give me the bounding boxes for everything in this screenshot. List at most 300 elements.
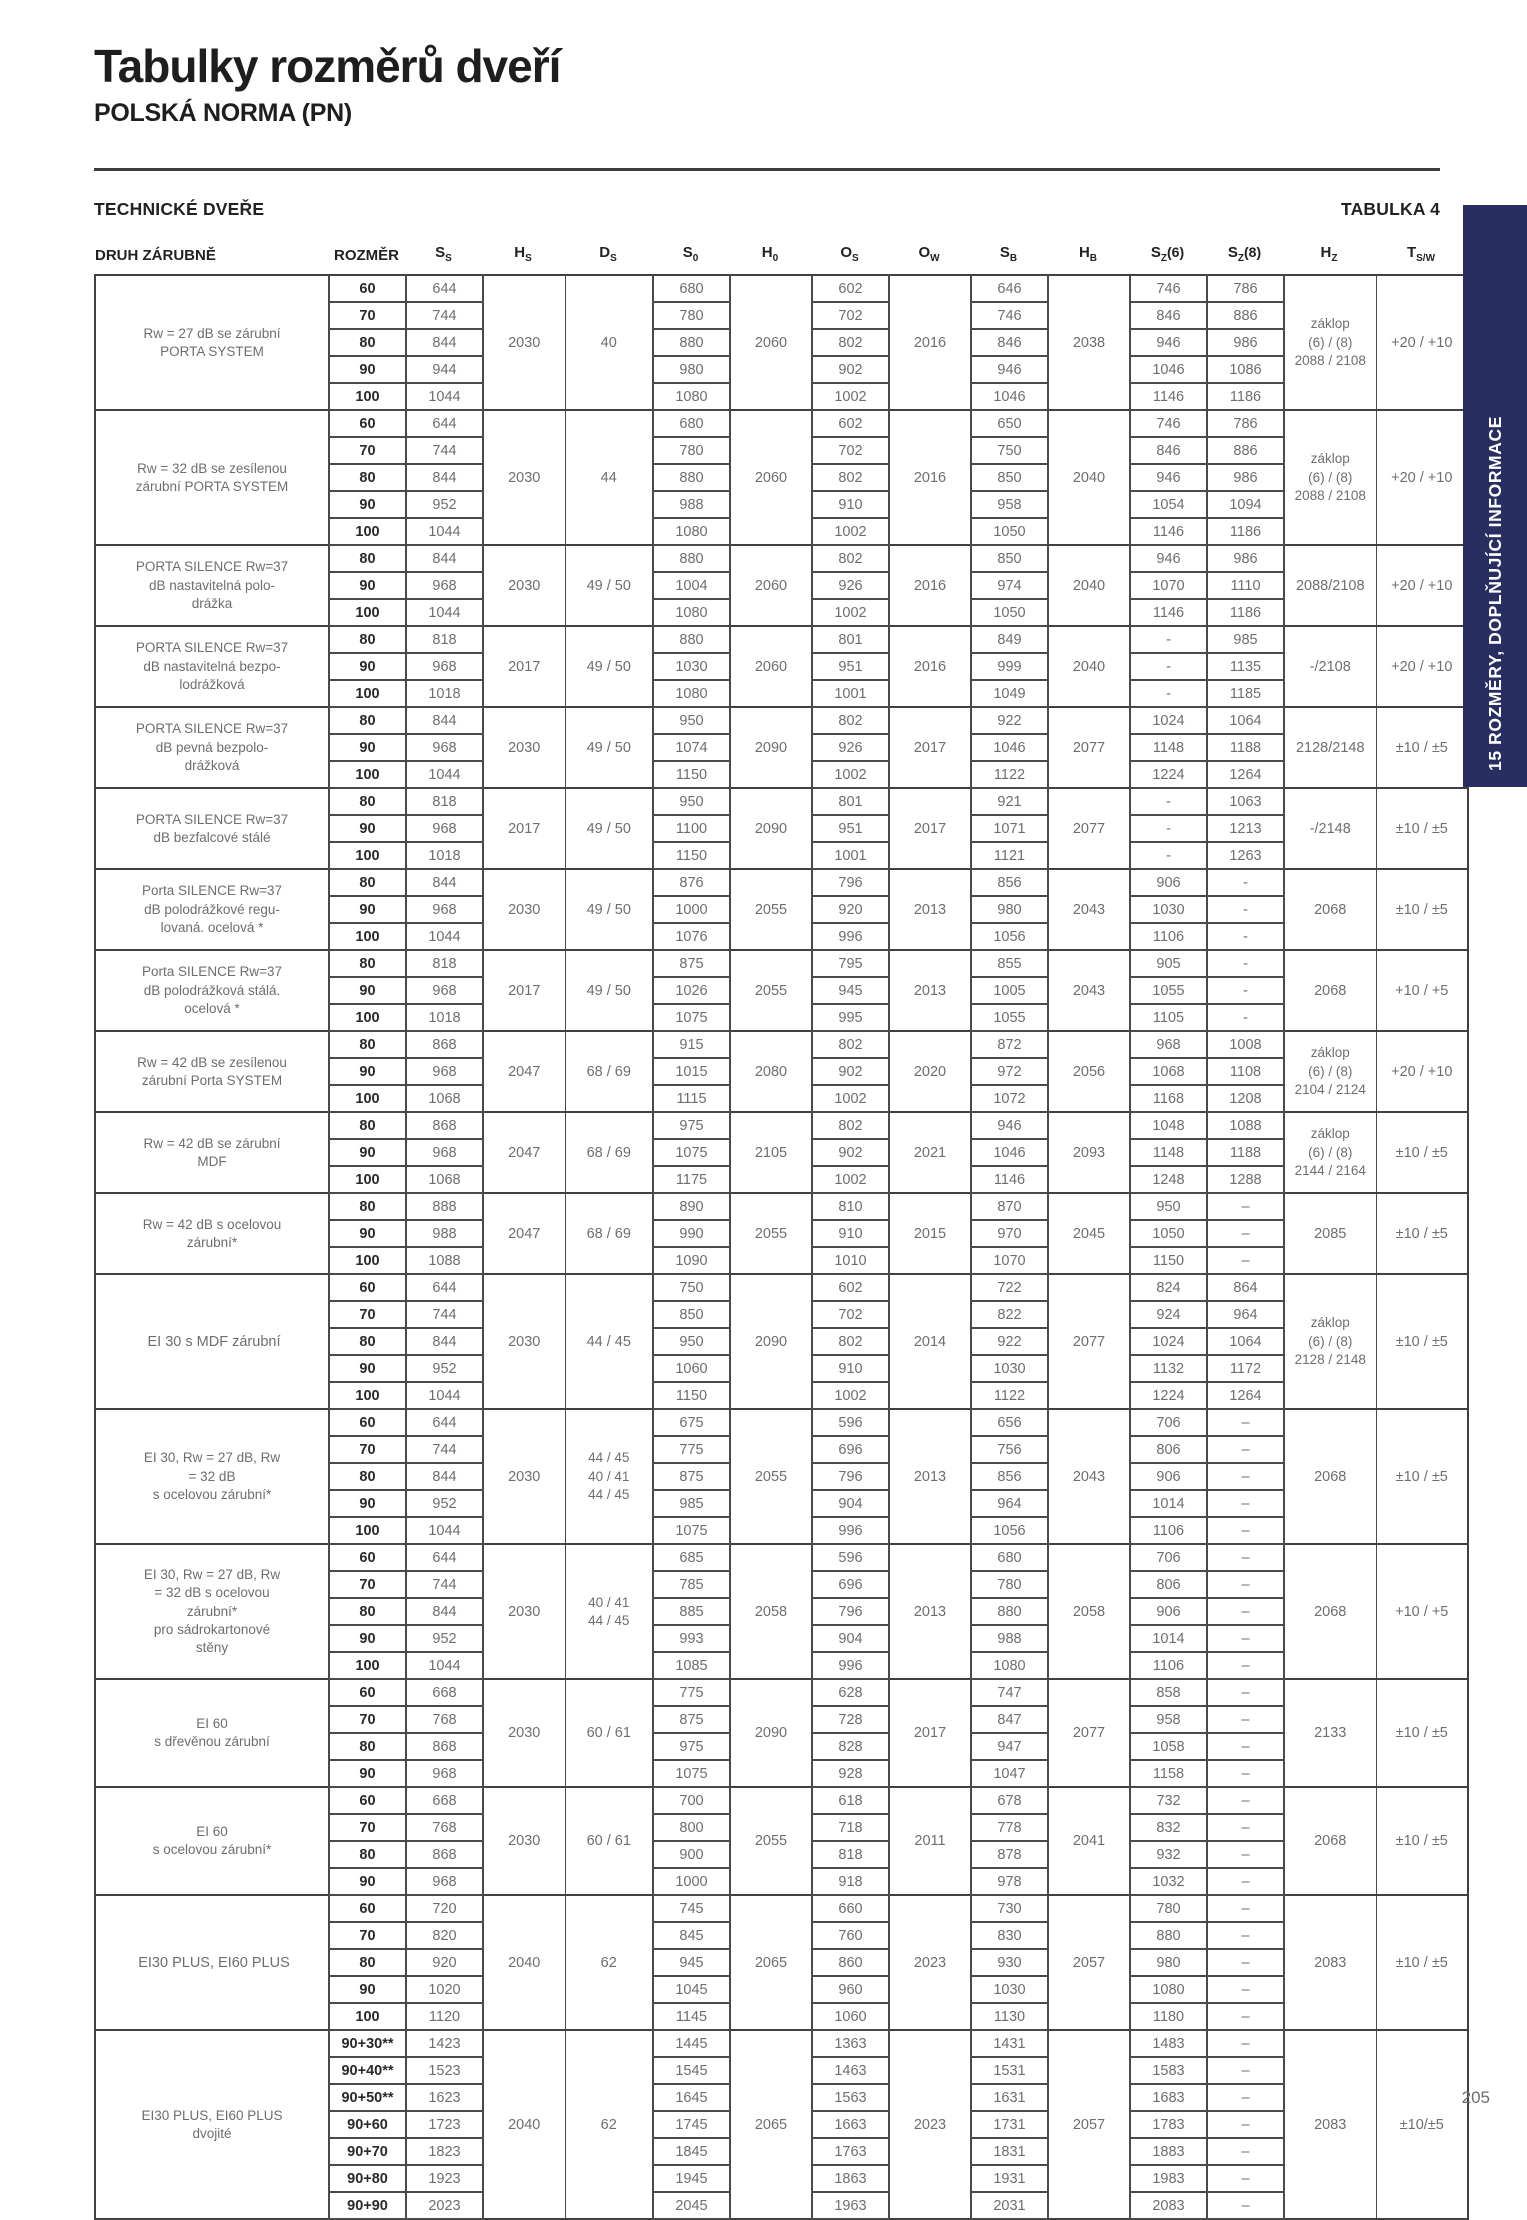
section-title: TECHNICKÉ DVEŘE <box>94 199 265 220</box>
cell-hz: záklop (6) / (8) 2088 / 2108 <box>1284 410 1376 545</box>
cell-rozmer: 90+80 <box>329 2165 406 2192</box>
cell-sz8: – <box>1207 1841 1284 1868</box>
cell-os: 1763 <box>812 2138 889 2165</box>
cell-sz6: 1055 <box>1130 977 1207 1004</box>
table-row <box>95 626 1468 653</box>
cell-sz8: – <box>1207 2138 1284 2165</box>
group-label: Rw = 42 dB se zesílenou zárubní Porta SYSTEM <box>95 1031 329 1112</box>
cell-sb: 856 <box>971 1463 1048 1490</box>
cell-ds: 40 / 41 44 / 45 <box>565 1544 653 1679</box>
cell-s0: 1645 <box>653 2084 730 2111</box>
cell-sz6: 1030 <box>1130 896 1207 923</box>
cell-rozmer: 60 <box>329 1274 406 1301</box>
cell-os: 810 <box>812 1193 889 1220</box>
cell-ow: 2021 <box>889 1112 971 1193</box>
cell-s0: 1026 <box>653 977 730 1004</box>
table-row <box>95 2030 1468 2057</box>
chapter-tab-label: 15 ROZMĚRY, DOPLŇUJÍCÍ INFORMACE <box>1484 416 1505 771</box>
cell-s0: 845 <box>653 1922 730 1949</box>
cell-ds: 40 <box>565 275 653 410</box>
cell-sz6: 946 <box>1130 464 1207 491</box>
cell-sb: 946 <box>971 1112 1048 1139</box>
cell-sb: 1130 <box>971 2003 1048 2030</box>
cell-sz8: 1088 <box>1207 1112 1284 1139</box>
cell-os: 945 <box>812 977 889 1004</box>
cell-hz: -/2108 <box>1284 626 1376 707</box>
cell-hs: 2017 <box>483 788 565 869</box>
cell-s0: 1080 <box>653 680 730 707</box>
cell-rozmer: 100 <box>329 761 406 788</box>
cell-ss: 944 <box>406 356 483 383</box>
column-header-12: $S_Z(8)$ <box>1227 244 1262 265</box>
cell-hs: 2047 <box>483 1031 565 1112</box>
column-header-9: $S_B$ <box>999 244 1018 265</box>
cell-sz8: 964 <box>1207 1301 1284 1328</box>
cell-sb: 756 <box>971 1436 1048 1463</box>
cell-sb: 1070 <box>971 1247 1048 1274</box>
cell-s0: 880 <box>653 464 730 491</box>
cell-hz: záklop (6) / (8) 2128 / 2148 <box>1284 1274 1376 1409</box>
cell-tsw: +20 / +10 <box>1376 1031 1468 1112</box>
cell-hz: 2068 <box>1284 1409 1376 1544</box>
cell-ow: 2013 <box>889 950 971 1031</box>
cell-sz8: 1064 <box>1207 707 1284 734</box>
cell-ss: 968 <box>406 734 483 761</box>
cell-hz: 2083 <box>1284 1895 1376 2030</box>
cell-os: 918 <box>812 1868 889 1895</box>
table-row <box>95 1895 1468 1922</box>
cell-sz8: – <box>1207 2165 1284 2192</box>
cell-ds: 60 / 61 <box>565 1787 653 1895</box>
cell-hs: 2030 <box>483 707 565 788</box>
cell-sz8: 1288 <box>1207 1166 1284 1193</box>
cell-rozmer: 100 <box>329 599 406 626</box>
cell-ds: 62 <box>565 2030 653 2219</box>
cell-hz: 2068 <box>1284 950 1376 1031</box>
cell-sb: 974 <box>971 572 1048 599</box>
cell-sz6: 924 <box>1130 1301 1207 1328</box>
cell-sz6: 1106 <box>1130 1652 1207 1679</box>
cell-rozmer: 80 <box>329 1031 406 1058</box>
cell-rozmer: 100 <box>329 842 406 869</box>
cell-os: 951 <box>812 815 889 842</box>
cell-os: 802 <box>812 707 889 734</box>
cell-os: 728 <box>812 1706 889 1733</box>
cell-ow: 2017 <box>889 788 971 869</box>
column-header-0: DRUH ZÁRUBNĚ <box>95 247 216 265</box>
cell-rozmer: 80 <box>329 788 406 815</box>
cell-hb: 2040 <box>1048 545 1130 626</box>
cell-sb: 850 <box>971 545 1048 572</box>
cell-tsw: +10 / +5 <box>1376 950 1468 1031</box>
section-row <box>94 199 1440 220</box>
cell-ss: 1623 <box>406 2084 483 2111</box>
cell-sz8: – <box>1207 2111 1284 2138</box>
cell-sb: 847 <box>971 1706 1048 1733</box>
table-row <box>95 545 1468 572</box>
cell-sz8: - <box>1207 1004 1284 1031</box>
cell-sb: 849 <box>971 626 1048 653</box>
cell-os: 920 <box>812 896 889 923</box>
cell-sz8: – <box>1207 1463 1284 1490</box>
cell-sb: 650 <box>971 410 1048 437</box>
cell-sz8: – <box>1207 1760 1284 1787</box>
cell-sb: 978 <box>971 1868 1048 1895</box>
cell-ss: 968 <box>406 896 483 923</box>
cell-rozmer: 80 <box>329 1193 406 1220</box>
cell-sz8: 986 <box>1207 545 1284 572</box>
cell-os: 902 <box>812 1058 889 1085</box>
cell-sz6: 880 <box>1130 1922 1207 1949</box>
cell-hs: 2040 <box>483 1895 565 2030</box>
cell-sz6: 1224 <box>1130 761 1207 788</box>
cell-hb: 2045 <box>1048 1193 1130 1274</box>
cell-s0: 1080 <box>653 383 730 410</box>
cell-hb: 2043 <box>1048 1409 1130 1544</box>
cell-sb: 1056 <box>971 923 1048 950</box>
cell-sz8: – <box>1207 2084 1284 2111</box>
cell-hs: 2030 <box>483 1544 565 1679</box>
cell-ss: 768 <box>406 1814 483 1841</box>
cell-sb: 747 <box>971 1679 1048 1706</box>
cell-ss: 844 <box>406 1463 483 1490</box>
cell-ow: 2013 <box>889 1544 971 1679</box>
cell-sb: 1531 <box>971 2057 1048 2084</box>
cell-s0: 993 <box>653 1625 730 1652</box>
cell-hz: záklop (6) / (8) 2144 / 2164 <box>1284 1112 1376 1193</box>
cell-tsw: ±10 / ±5 <box>1376 1274 1468 1409</box>
cell-sz6: 950 <box>1130 1193 1207 1220</box>
cell-sz6: 1032 <box>1130 1868 1207 1895</box>
cell-tsw: +10 / +5 <box>1376 1544 1468 1679</box>
cell-rozmer: 80 <box>329 869 406 896</box>
cell-rozmer: 60 <box>329 1787 406 1814</box>
cell-ss: 968 <box>406 1139 483 1166</box>
cell-s0: 1090 <box>653 1247 730 1274</box>
cell-rozmer: 90+50** <box>329 2084 406 2111</box>
cell-s0: 750 <box>653 1274 730 1301</box>
cell-sz6: 1132 <box>1130 1355 1207 1382</box>
cell-ds: 49 / 50 <box>565 950 653 1031</box>
cell-sz8: – <box>1207 1922 1284 1949</box>
cell-ow: 2016 <box>889 410 971 545</box>
cell-sz6: 906 <box>1130 1598 1207 1625</box>
cell-rozmer: 90 <box>329 1058 406 1085</box>
cell-sz6: 1080 <box>1130 1976 1207 2003</box>
cell-sz8: 1186 <box>1207 518 1284 545</box>
cell-sz8: 1188 <box>1207 1139 1284 1166</box>
cell-sz8: – <box>1207 1220 1284 1247</box>
cell-rozmer: 90 <box>329 572 406 599</box>
column-header-4: $D_S$ <box>599 244 617 265</box>
cell-rozmer: 70 <box>329 437 406 464</box>
table-row <box>95 1787 1468 1814</box>
cell-s0: 1150 <box>653 761 730 788</box>
cell-ss: 844 <box>406 1598 483 1625</box>
cell-ds: 49 / 50 <box>565 869 653 950</box>
cell-ss: 968 <box>406 977 483 1004</box>
cell-sz8: 1186 <box>1207 599 1284 626</box>
cell-os: 951 <box>812 653 889 680</box>
cell-sz6: - <box>1130 842 1207 869</box>
table-column-headers <box>94 244 1467 274</box>
cell-s0: 890 <box>653 1193 730 1220</box>
cell-ss: 1018 <box>406 1004 483 1031</box>
cell-sb: 746 <box>971 302 1048 329</box>
cell-os: 1060 <box>812 2003 889 2030</box>
cell-ss: 988 <box>406 1220 483 1247</box>
cell-tsw: ±10 / ±5 <box>1376 869 1468 950</box>
cell-sz6: 1014 <box>1130 1625 1207 1652</box>
cell-sb: 778 <box>971 1814 1048 1841</box>
cell-sz8: – <box>1207 1247 1284 1274</box>
cell-sz8: 1208 <box>1207 1085 1284 1112</box>
column-header-11: $S_Z(6)$ <box>1150 244 1185 265</box>
cell-sz8: - <box>1207 977 1284 1004</box>
cell-ow: 2015 <box>889 1193 971 1274</box>
cell-rozmer: 60 <box>329 410 406 437</box>
cell-rozmer: 80 <box>329 1463 406 1490</box>
cell-hz: 2068 <box>1284 1787 1376 1895</box>
cell-s0: 800 <box>653 1814 730 1841</box>
cell-h0: 2090 <box>730 788 812 869</box>
cell-hz: 2085 <box>1284 1193 1376 1274</box>
cell-sb: 856 <box>971 869 1048 896</box>
cell-sb: 1122 <box>971 1382 1048 1409</box>
cell-ow: 2023 <box>889 2030 971 2219</box>
cell-s0: 2045 <box>653 2192 730 2219</box>
cell-os: 1002 <box>812 1085 889 1112</box>
cell-rozmer: 60 <box>329 1544 406 1571</box>
cell-sz6: 1048 <box>1130 1112 1207 1139</box>
cell-hz: 2068 <box>1284 1544 1376 1679</box>
cell-rozmer: 90 <box>329 653 406 680</box>
cell-rozmer: 80 <box>329 329 406 356</box>
cell-sz6: - <box>1130 815 1207 842</box>
cell-sz8: – <box>1207 2192 1284 2219</box>
cell-os: 801 <box>812 788 889 815</box>
cell-ss: 644 <box>406 410 483 437</box>
cell-rozmer: 100 <box>329 2003 406 2030</box>
cell-ss: 844 <box>406 869 483 896</box>
cell-sb: 1631 <box>971 2084 1048 2111</box>
cell-sb: 1431 <box>971 2030 1048 2057</box>
cell-os: 602 <box>812 275 889 302</box>
cell-os: 696 <box>812 1571 889 1598</box>
cell-h0: 2105 <box>730 1112 812 1193</box>
cell-tsw: +20 / +10 <box>1376 545 1468 626</box>
cell-sz8: 1008 <box>1207 1031 1284 1058</box>
table-row <box>95 1679 1468 1706</box>
cell-sz8: – <box>1207 1544 1284 1571</box>
cell-hb: 2040 <box>1048 410 1130 545</box>
table-row <box>95 1031 1468 1058</box>
cell-sb: 730 <box>971 1895 1048 1922</box>
cell-sb: 988 <box>971 1625 1048 1652</box>
cell-sz8: 1185 <box>1207 680 1284 707</box>
cell-s0: 945 <box>653 1949 730 1976</box>
cell-tsw: ±10 / ±5 <box>1376 707 1468 788</box>
cell-ds: 68 / 69 <box>565 1193 653 1274</box>
cell-ss: 1823 <box>406 2138 483 2165</box>
cell-sb: 722 <box>971 1274 1048 1301</box>
divider <box>94 168 1440 171</box>
cell-rozmer: 70 <box>329 1301 406 1328</box>
cell-ow: 2023 <box>889 1895 971 2030</box>
cell-os: 802 <box>812 1031 889 1058</box>
cell-tsw: ±10 / ±5 <box>1376 1679 1468 1787</box>
cell-h0: 2090 <box>730 1679 812 1787</box>
cell-s0: 780 <box>653 437 730 464</box>
cell-sb: 1072 <box>971 1085 1048 1112</box>
cell-ss: 868 <box>406 1733 483 1760</box>
column-header-7: $O_S$ <box>840 244 859 265</box>
cell-sz8: – <box>1207 1868 1284 1895</box>
cell-s0: 1080 <box>653 518 730 545</box>
column-header-14: $T_{S/W}$ <box>1406 244 1436 265</box>
group-label: EI 30, Rw = 27 dB, Rw = 32 dB s ocelovou zárubní* <box>95 1409 329 1544</box>
cell-ow: 2017 <box>889 707 971 788</box>
group-label: EI 60 s dřevěnou zárubní <box>95 1679 329 1787</box>
cell-rozmer: 80 <box>329 626 406 653</box>
cell-sz8: – <box>1207 1976 1284 2003</box>
cell-sb: 1831 <box>971 2138 1048 2165</box>
cell-ss: 1044 <box>406 1652 483 1679</box>
cell-os: 1001 <box>812 842 889 869</box>
cell-os: 996 <box>812 1517 889 1544</box>
cell-s0: 1074 <box>653 734 730 761</box>
cell-os: 1002 <box>812 383 889 410</box>
cell-os: 1963 <box>812 2192 889 2219</box>
cell-sb: 1056 <box>971 1517 1048 1544</box>
cell-os: 904 <box>812 1490 889 1517</box>
cell-h0: 2055 <box>730 1409 812 1544</box>
cell-ss: 1120 <box>406 2003 483 2030</box>
cell-sb: 922 <box>971 1328 1048 1355</box>
column-header-3: $H_S$ <box>514 244 532 265</box>
cell-ss: 1018 <box>406 842 483 869</box>
cell-sb: 1931 <box>971 2165 1048 2192</box>
cell-tsw: ±10 / ±5 <box>1376 1787 1468 1895</box>
cell-os: 928 <box>812 1760 889 1787</box>
cell-h0: 2065 <box>730 2030 812 2219</box>
cell-ds: 60 / 61 <box>565 1679 653 1787</box>
cell-ss: 1044 <box>406 923 483 950</box>
table-row <box>95 788 1468 815</box>
cell-sb: 1071 <box>971 815 1048 842</box>
cell-ss: 888 <box>406 1193 483 1220</box>
cell-sz8: 1264 <box>1207 761 1284 788</box>
cell-ss: 844 <box>406 1328 483 1355</box>
cell-sb: 1122 <box>971 761 1048 788</box>
cell-rozmer: 70 <box>329 1814 406 1841</box>
cell-sz6: 932 <box>1130 1841 1207 1868</box>
cell-os: 796 <box>812 1598 889 1625</box>
cell-h0: 2060 <box>730 410 812 545</box>
cell-sb: 1005 <box>971 977 1048 1004</box>
cell-sb: 1731 <box>971 2111 1048 2138</box>
group-label: EI 30, Rw = 27 dB, Rw = 32 dB s ocelovou zárubní* pro sádrokartonové stěny <box>95 1544 329 1679</box>
cell-rozmer: 90+70 <box>329 2138 406 2165</box>
cell-rozmer: 90+40** <box>329 2057 406 2084</box>
cell-ss: 644 <box>406 275 483 302</box>
cell-os: 902 <box>812 1139 889 1166</box>
cell-rozmer: 70 <box>329 302 406 329</box>
cell-rozmer: 80 <box>329 1949 406 1976</box>
cell-hb: 2040 <box>1048 626 1130 707</box>
cell-os: 718 <box>812 1814 889 1841</box>
cell-tsw: ±10 / ±5 <box>1376 1409 1468 1544</box>
cell-os: 1010 <box>812 1247 889 1274</box>
cell-ow: 2016 <box>889 626 971 707</box>
cell-ss: 868 <box>406 1112 483 1139</box>
cell-hs: 2030 <box>483 275 565 410</box>
cell-s0: 1175 <box>653 1166 730 1193</box>
cell-rozmer: 80 <box>329 1328 406 1355</box>
cell-os: 1363 <box>812 2030 889 2057</box>
cell-sz6: 1068 <box>1130 1058 1207 1085</box>
cell-sz6: 1168 <box>1130 1085 1207 1112</box>
cell-h0: 2055 <box>730 950 812 1031</box>
table-row <box>95 1409 1468 1436</box>
cell-sb: 1050 <box>971 599 1048 626</box>
cell-sz8: 1094 <box>1207 491 1284 518</box>
cell-rozmer: 90 <box>329 1355 406 1382</box>
cell-sz8: 1264 <box>1207 1382 1284 1409</box>
cell-sz6: 1583 <box>1130 2057 1207 2084</box>
cell-sz8: – <box>1207 2030 1284 2057</box>
cell-sb: 999 <box>971 653 1048 680</box>
cell-hb: 2077 <box>1048 1679 1130 1787</box>
cell-os: 1563 <box>812 2084 889 2111</box>
cell-ss: 744 <box>406 1436 483 1463</box>
cell-tsw: ±10 / ±5 <box>1376 1193 1468 1274</box>
cell-rozmer: 80 <box>329 950 406 977</box>
cell-sz6: 2083 <box>1130 2192 1207 2219</box>
cell-rozmer: 80 <box>329 1112 406 1139</box>
cell-sb: 678 <box>971 1787 1048 1814</box>
cell-ds: 49 / 50 <box>565 707 653 788</box>
group-label: Rw = 27 dB se zárubní PORTA SYSTEM <box>95 275 329 410</box>
column-header-6: $H_0$ <box>761 244 779 265</box>
cell-hz: 2068 <box>1284 869 1376 950</box>
cell-sb: 946 <box>971 356 1048 383</box>
cell-ss: 1523 <box>406 2057 483 2084</box>
cell-rozmer: 90+60 <box>329 2111 406 2138</box>
cell-sz8: 1135 <box>1207 653 1284 680</box>
cell-hs: 2030 <box>483 869 565 950</box>
cell-rozmer: 100 <box>329 518 406 545</box>
cell-sz8: - <box>1207 923 1284 950</box>
cell-ss: 844 <box>406 545 483 572</box>
cell-sz6: 1148 <box>1130 734 1207 761</box>
cell-ss: 644 <box>406 1274 483 1301</box>
cell-s0: 950 <box>653 788 730 815</box>
cell-os: 960 <box>812 1976 889 2003</box>
cell-sz8: – <box>1207 1733 1284 1760</box>
cell-rozmer: 90 <box>329 1220 406 1247</box>
cell-os: 628 <box>812 1679 889 1706</box>
cell-os: 802 <box>812 545 889 572</box>
cell-sb: 921 <box>971 788 1048 815</box>
cell-hb: 2057 <box>1048 2030 1130 2219</box>
cell-sz6: 846 <box>1130 437 1207 464</box>
cell-sz6: 1224 <box>1130 1382 1207 1409</box>
cell-rozmer: 90 <box>329 1139 406 1166</box>
cell-sz6: 1148 <box>1130 1139 1207 1166</box>
cell-sz8: 1186 <box>1207 383 1284 410</box>
cell-ow: 2011 <box>889 1787 971 1895</box>
